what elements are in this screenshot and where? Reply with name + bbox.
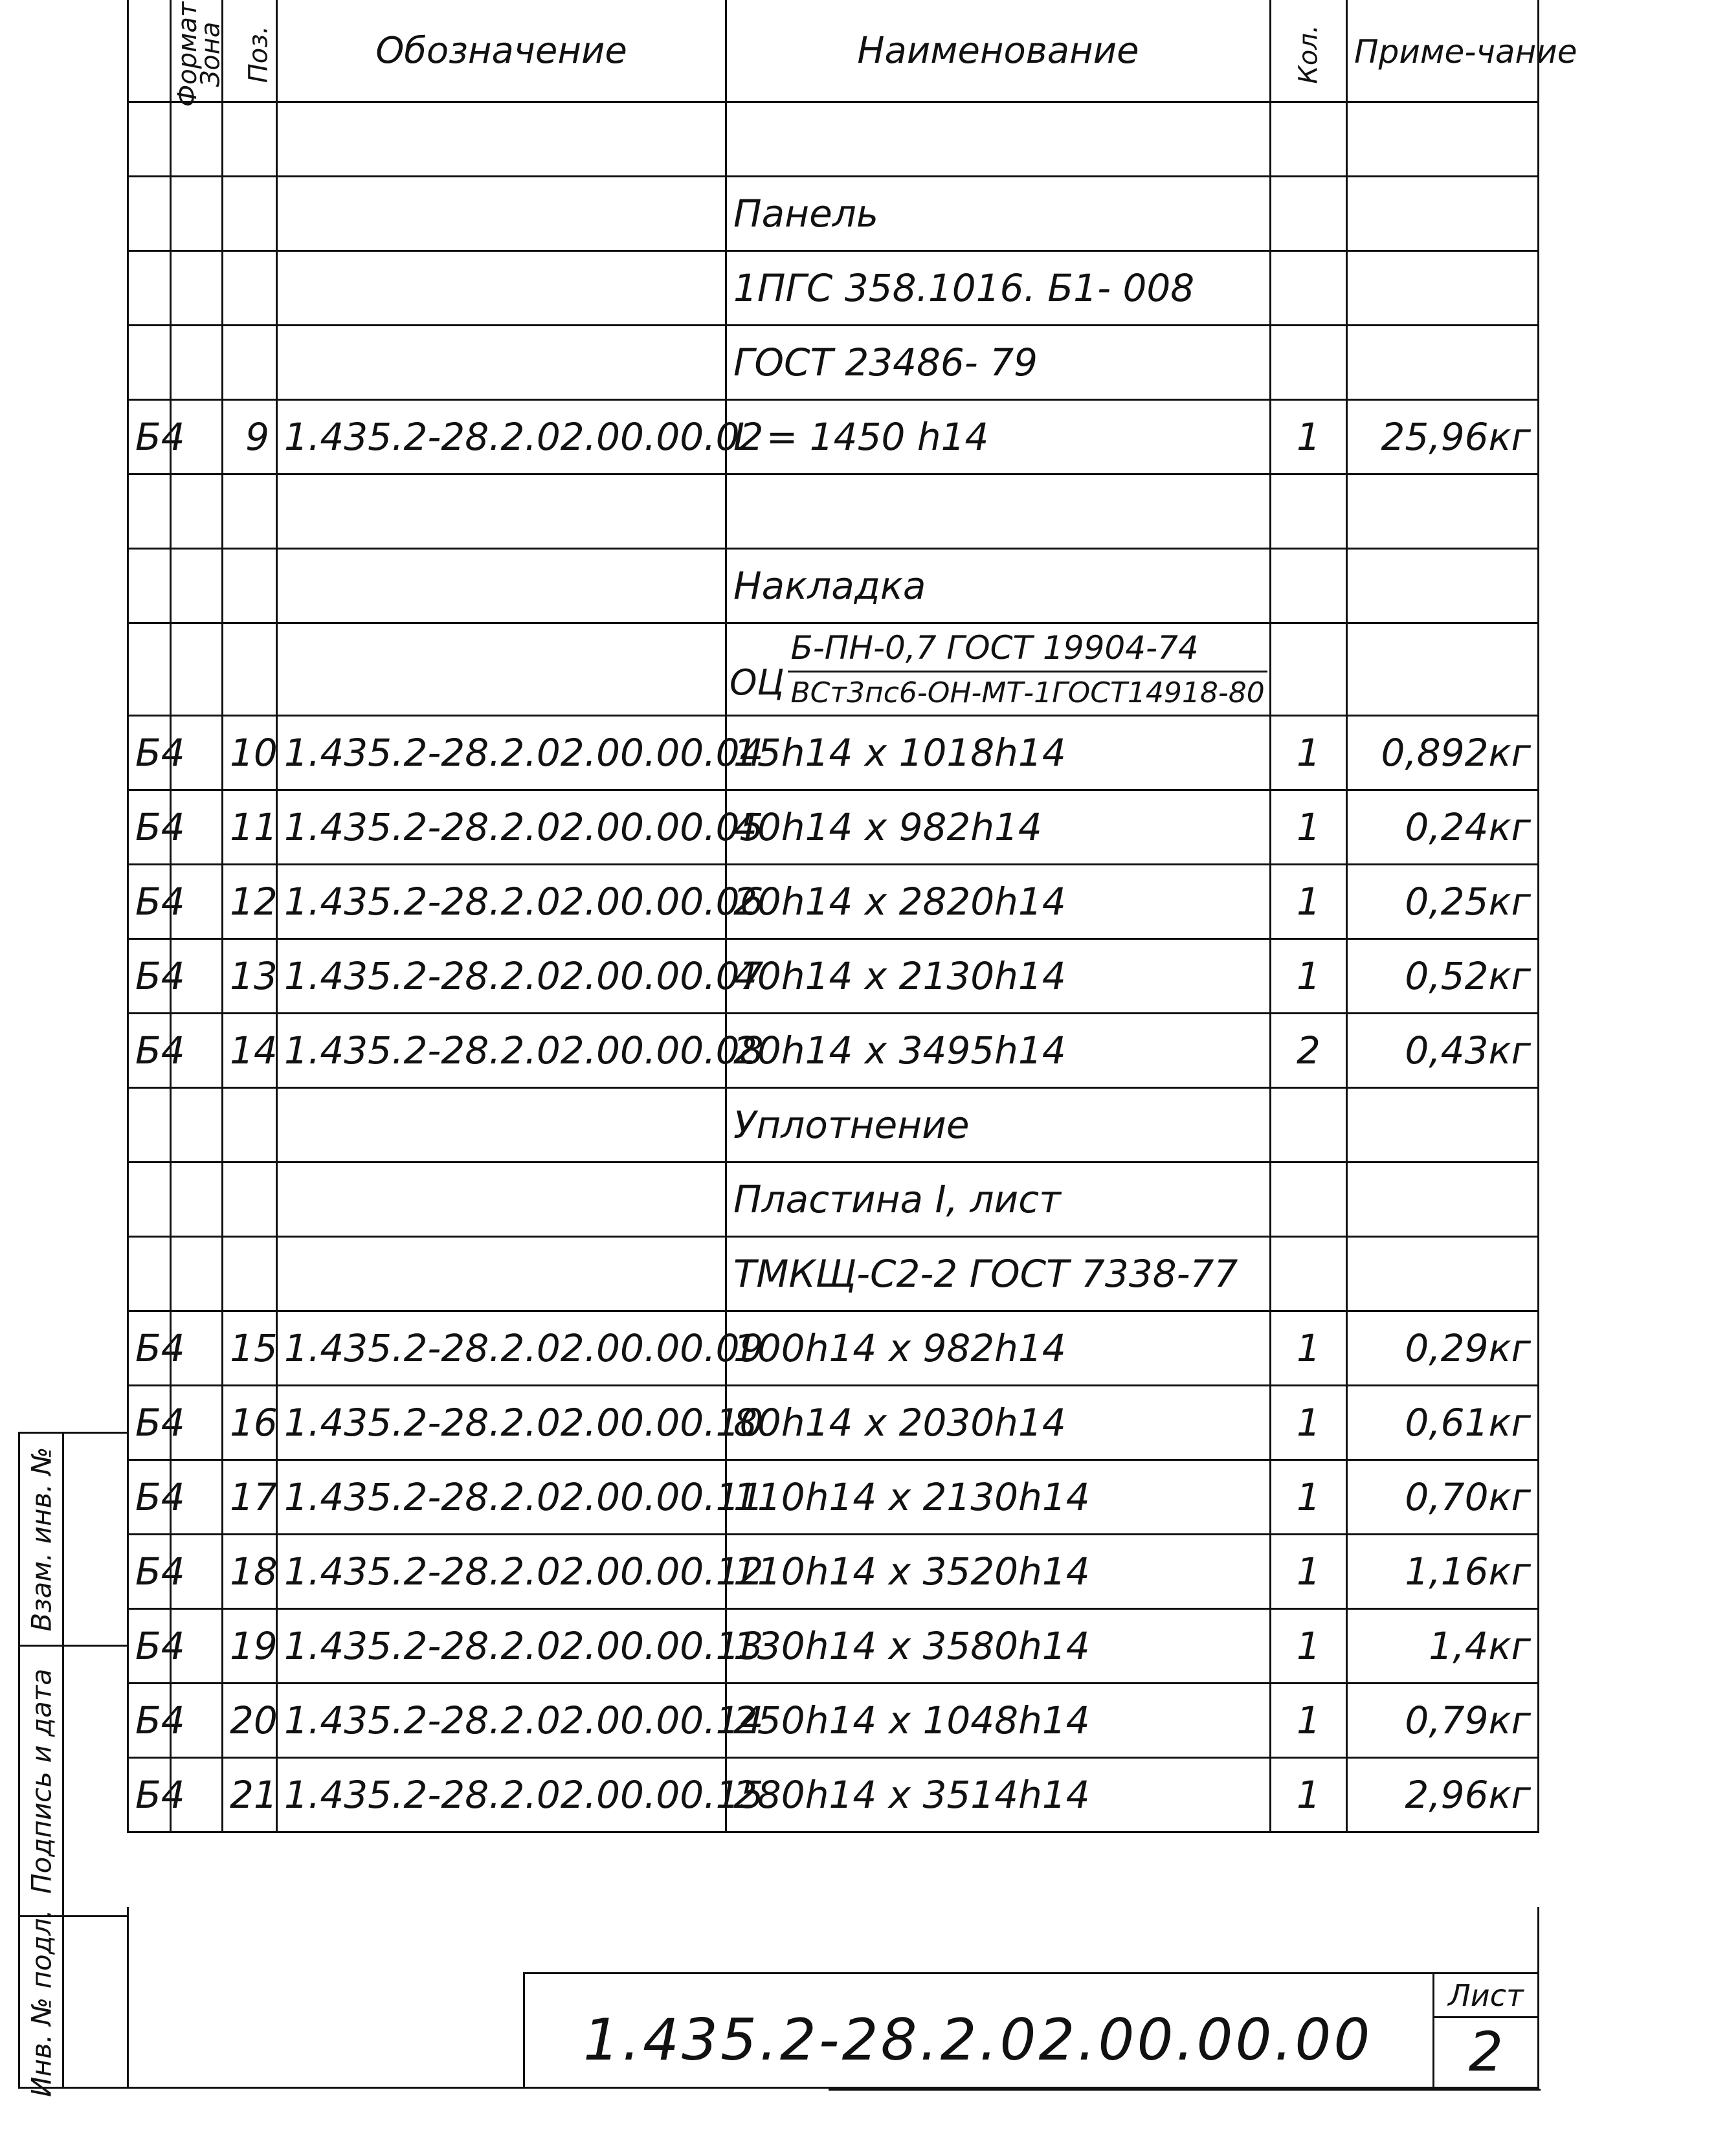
table-row [128, 326, 1539, 400]
cell-designation: 1.435.2-28.2.02.00.00.05 [277, 790, 726, 865]
document-code: 1.435.2-28.2.02.00.00.00 [583, 2006, 1373, 2073]
cell-format [128, 102, 171, 177]
cell-pos [223, 1237, 277, 1311]
table-row [128, 939, 1539, 1014]
cell-qty: 1 [1271, 1460, 1347, 1535]
cell-note: 1,4кг [1347, 1609, 1539, 1684]
cell-format [128, 326, 171, 400]
cell-note [1347, 177, 1539, 251]
cell-pos: 10 [223, 716, 277, 790]
material-fraction [726, 623, 1271, 716]
cell-pos [223, 549, 277, 623]
fraction-numerator: Б-ПН-0,7 ГОСТ 19904-74 [788, 629, 1267, 672]
cell-name: 20h14 x 3495h14 [726, 1014, 1271, 1088]
cell-note: 0,25кг [1347, 865, 1539, 939]
sheet-number-box [1432, 1974, 1537, 2089]
header-zone: Зона [171, 0, 223, 102]
cell-designation: 1.435.2-28.2.02.00.00.15 [277, 1758, 726, 1832]
cell-pos: 21 [223, 1758, 277, 1832]
stamp-inv-subst: Взам. инв. № [20, 1434, 129, 1645]
cell-format [128, 549, 171, 623]
table-row [128, 400, 1539, 474]
specification-table [127, 0, 1577, 1833]
cell-designation: 1.435.2-28.2.02.00.00.11 [277, 1460, 726, 1535]
cell-name: L = 1450 h14 [726, 400, 1271, 474]
cell-name: 1ПГС 358.1016. Б1- 008 [726, 251, 1271, 326]
cell-designation [277, 1237, 726, 1311]
cell-designation [277, 474, 726, 549]
cell-pos [223, 1162, 277, 1237]
table-row [128, 1311, 1539, 1386]
table-row [128, 251, 1539, 326]
sheet-number: 2 [1468, 2020, 1504, 2084]
cell-format [128, 1162, 171, 1237]
cell-format: Б4 [128, 939, 171, 1014]
cell-name: 40h14 x 982h14 [726, 790, 1271, 865]
cell-format: Б4 [128, 1386, 171, 1460]
title-block [523, 1972, 1539, 2089]
cell-name: 110h14 x 3520h14 [726, 1535, 1271, 1609]
cell-format: Б4 [128, 1609, 171, 1684]
table-row [128, 1758, 1539, 1832]
cell-pos: 12 [223, 865, 277, 939]
header-name: Наименование [726, 0, 1271, 102]
cell-name: Уплотнение [726, 1088, 1271, 1162]
header-designation: Обозначение [277, 0, 726, 102]
cell-designation: 1.435.2-28.2.02.00.00.10 [277, 1386, 726, 1460]
cell-pos: 9 [223, 400, 277, 474]
cell-format: Б4 [128, 1460, 171, 1535]
header-pos: Поз. [223, 0, 277, 102]
cell-qty: 1 [1271, 1311, 1347, 1386]
cell-designation [277, 102, 726, 177]
cell-note: 0,892кг [1347, 716, 1539, 790]
cell-designation [277, 1162, 726, 1237]
cell-name [726, 474, 1271, 549]
header-qty: Кол. [1271, 0, 1347, 102]
cell-name: 15h14 x 1018h14 [726, 716, 1271, 790]
cell-designation [277, 177, 726, 251]
cell-designation: 1.435.2-28.2.02.00.00.14 [277, 1684, 726, 1758]
cell-note [1347, 549, 1539, 623]
cell-qty: 1 [1271, 865, 1347, 939]
cell-qty: 1 [1271, 1684, 1347, 1758]
cell-qty: 1 [1271, 1386, 1347, 1460]
stamp-inv-orig: Инв. № подл. [20, 1915, 129, 2089]
cell-qty: 1 [1271, 790, 1347, 865]
cell-format: Б4 [128, 1014, 171, 1088]
table-row [128, 1014, 1539, 1088]
cell-format [128, 177, 171, 251]
fraction-denominator: ВСт3пс6-ОН-МТ-1ГОСТ14918-80 [790, 676, 1265, 709]
cell-designation: 1.435.2-28.2.02.00.00.09 [277, 1311, 726, 1386]
cell-qty: 1 [1271, 1758, 1347, 1832]
cell-name: 250h14 x 1048h14 [726, 1684, 1271, 1758]
cell-note: 0,70кг [1347, 1460, 1539, 1535]
cell-name: 280h14 x 3514h14 [726, 1758, 1271, 1832]
cell-qty: 1 [1271, 939, 1347, 1014]
cell-pos: 11 [223, 790, 277, 865]
cell-designation [277, 1088, 726, 1162]
table-row [128, 549, 1539, 623]
cell-zone [171, 102, 223, 177]
table-row [128, 474, 1539, 549]
cell-zone [171, 251, 223, 326]
cell-pos: 20 [223, 1684, 277, 1758]
cell-format: Б4 [128, 865, 171, 939]
cell-designation: 1.435.2-28.2.02.00.00.08 [277, 1014, 726, 1088]
cell-pos [223, 326, 277, 400]
cell-zone [171, 177, 223, 251]
cell-qty [1271, 1162, 1347, 1237]
cell-name: 40h14 x 2130h14 [726, 939, 1271, 1014]
cell-name: Накладка [726, 549, 1271, 623]
cell-pos: 18 [223, 1535, 277, 1609]
cell-note: 1,16кг [1347, 1535, 1539, 1609]
header-format: Формат [128, 0, 171, 102]
cell-qty [1271, 474, 1347, 549]
cell-format: Б4 [128, 400, 171, 474]
cell-format [128, 1237, 171, 1311]
cell-note: 0,61кг [1347, 1386, 1539, 1460]
cell-note: 0,29кг [1347, 1311, 1539, 1386]
sheet-label: Лист [1434, 1974, 1537, 2018]
cell-pos: 13 [223, 939, 277, 1014]
cell-pos: 17 [223, 1460, 277, 1535]
table-row [128, 1535, 1539, 1609]
cell-note: 0,79кг [1347, 1684, 1539, 1758]
cell-name: ТМКЩ-С2-2 ГОСТ 7338-77 [726, 1237, 1271, 1311]
cell-qty [1271, 177, 1347, 251]
cell-note [1347, 326, 1539, 400]
cell-format: Б4 [128, 1535, 171, 1609]
cell-qty: 2 [1271, 1014, 1347, 1088]
cell-zone [171, 1162, 223, 1237]
cell-qty: 1 [1271, 1535, 1347, 1609]
cell-qty: 1 [1271, 716, 1347, 790]
cell-name: Пластина I, лист [726, 1162, 1271, 1237]
table-row [128, 1609, 1539, 1684]
fraction-prefix: ОЦ [730, 661, 785, 703]
cell-format: Б4 [128, 1311, 171, 1386]
cell-qty: 1 [1271, 400, 1347, 474]
table-row [128, 102, 1539, 177]
cell-name: ГОСТ 23486- 79 [726, 326, 1271, 400]
cell-zone [171, 549, 223, 623]
cell-designation: 1.435.2-28.2.02.00.00.04 [277, 716, 726, 790]
cell-note [1347, 1162, 1539, 1237]
table-row [128, 177, 1539, 251]
cell-qty [1271, 549, 1347, 623]
table-row [128, 865, 1539, 939]
cell-pos: 19 [223, 1609, 277, 1684]
header-note: Приме-чание [1347, 0, 1539, 102]
cell-format: Б4 [128, 716, 171, 790]
table-row [128, 1460, 1539, 1535]
fraction-row [128, 623, 1539, 716]
cell-note: 2,96кг [1347, 1758, 1539, 1832]
cell-note: 0,52кг [1347, 939, 1539, 1014]
table-row [128, 1684, 1539, 1758]
cell-format: Б4 [128, 790, 171, 865]
cell-designation: 1.435.2-28.2.02.00.00.13 [277, 1609, 726, 1684]
cell-name: 20h14 x 2820h14 [726, 865, 1271, 939]
cell-name: 100h14 x 982h14 [726, 1311, 1271, 1386]
table-row [128, 716, 1539, 790]
cell-qty [1271, 326, 1347, 400]
cell-format: Б4 [128, 1758, 171, 1832]
cell-pos [223, 177, 277, 251]
cell-pos [223, 474, 277, 549]
cell-zone [171, 1088, 223, 1162]
bottom-rule [829, 2089, 1541, 2091]
cell-pos [223, 251, 277, 326]
left-stamp [18, 1432, 127, 2097]
cell-qty: 1 [1271, 1609, 1347, 1684]
table-row [128, 1237, 1539, 1311]
cell-qty [1271, 1237, 1347, 1311]
cell-note [1347, 251, 1539, 326]
cell-pos [223, 102, 277, 177]
cell-qty [1271, 1088, 1347, 1162]
stamp-sign-date: Подпись и дата [20, 1645, 129, 1915]
cell-designation: 1.435.2-28.2.02.00.00.06 [277, 865, 726, 939]
cell-pos: 15 [223, 1311, 277, 1386]
cell-name: 110h14 x 2130h14 [726, 1460, 1271, 1535]
cell-qty [1271, 102, 1347, 177]
table-row [128, 790, 1539, 865]
cell-designation [277, 326, 726, 400]
cell-format [128, 251, 171, 326]
cell-note [1347, 1237, 1539, 1311]
cell-zone [171, 326, 223, 400]
cell-note: 25,96кг [1347, 400, 1539, 474]
cell-name [726, 102, 1271, 177]
cell-designation: 1.435.2-28.2.02.00.00.07 [277, 939, 726, 1014]
cell-zone [171, 474, 223, 549]
cell-designation: 1.435.2-28.2.02.00.00.02 [277, 400, 726, 474]
cell-note [1347, 474, 1539, 549]
cell-note [1347, 1088, 1539, 1162]
cell-designation [277, 251, 726, 326]
cell-designation [277, 549, 726, 623]
cell-format [128, 474, 171, 549]
table-header-row [128, 0, 1539, 102]
cell-designation: 1.435.2-28.2.02.00.00.12 [277, 1535, 726, 1609]
cell-note: 0,24кг [1347, 790, 1539, 865]
cell-pos [223, 1088, 277, 1162]
cell-note [1347, 102, 1539, 177]
cell-zone [171, 1237, 223, 1311]
cell-format: Б4 [128, 1684, 171, 1758]
table-row [128, 1162, 1539, 1237]
table-row [128, 1088, 1539, 1162]
cell-name: 130h14 x 3580h14 [726, 1609, 1271, 1684]
table-row [128, 1386, 1539, 1460]
cell-note: 0,43кг [1347, 1014, 1539, 1088]
cell-pos: 16 [223, 1386, 277, 1460]
cell-name: Панель [726, 177, 1271, 251]
cell-qty [1271, 251, 1347, 326]
cell-name: 80h14 x 2030h14 [726, 1386, 1271, 1460]
cell-pos: 14 [223, 1014, 277, 1088]
cell-format [128, 1088, 171, 1162]
